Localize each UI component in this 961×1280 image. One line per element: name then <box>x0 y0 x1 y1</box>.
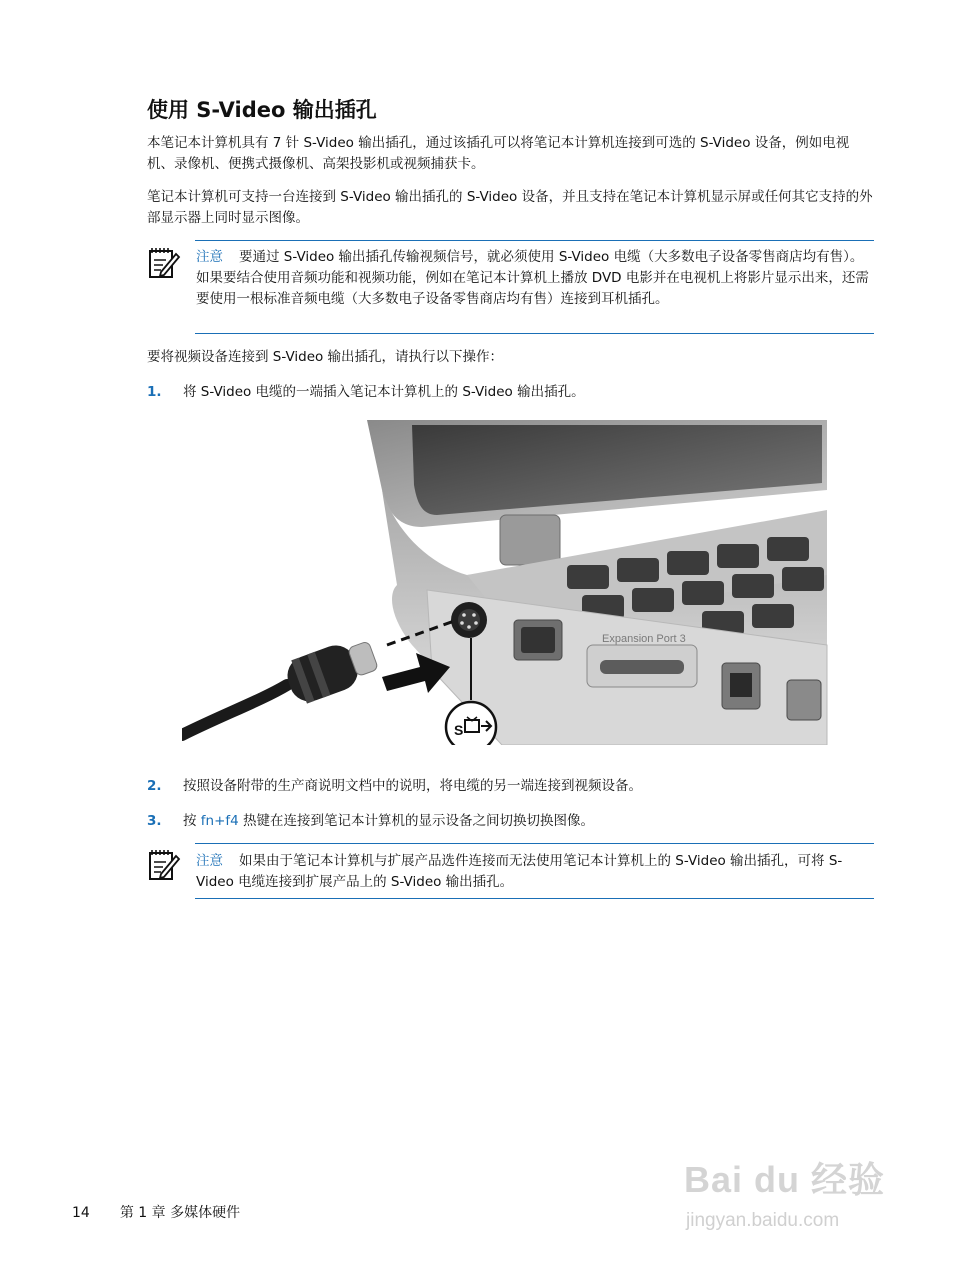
callout-letter: S <box>454 722 464 738</box>
hotkey: fn+f4 <box>200 813 239 829</box>
note-pencil-icon <box>147 245 181 279</box>
page-title: 使用 S-Video 输出插孔 <box>147 98 377 122</box>
note-top-rule <box>195 240 874 241</box>
note-2-text: 如果由于笔记本计算机与扩展产品选件连接而无法使用笔记本计算机上的 S-Video 输出插孔，可将 S-Video 电缆连接到扩展产品上的 S-Video 输出插孔。 <box>196 853 843 890</box>
step-text: 按照设备附带的生产商说明文档中的说明，将电缆的另一端连接到视频设备。 <box>183 778 642 794</box>
note-1-label: 注意 <box>196 249 223 265</box>
watermark-logo: Bai du 经验 <box>684 1159 886 1200</box>
baidu-watermark <box>684 1152 914 1242</box>
step-text-pre: 按 <box>183 813 201 829</box>
note-pencil-icon <box>147 847 181 881</box>
step-number: 1. <box>147 384 162 400</box>
step-1 <box>147 382 875 403</box>
note-box-1 <box>147 240 874 334</box>
step-number: 2. <box>147 778 162 794</box>
note-top-rule <box>195 843 874 844</box>
step-3 <box>147 811 875 832</box>
page-footer <box>72 1202 240 1222</box>
note-bottom-rule <box>195 333 874 334</box>
step-number: 3. <box>147 813 162 829</box>
intro-paragraph: 本笔记本计算机具有 7 针 S-Video 输出插孔，通过该插孔可以将笔记本计算机连接到可选的 S-Video 设备，例如电视机、录像机、便携式摄像机、高架投影机或视频捕获卡。 <box>147 135 850 172</box>
procedure-intro: 要将视频设备连接到 S-Video 输出插孔，请执行以下操作： <box>147 349 504 365</box>
note-1-body <box>196 247 874 310</box>
expansion-port-label: Expansion Port 3 <box>602 633 686 645</box>
note-bottom-rule <box>195 898 874 899</box>
note-1-text: 要通过 S-Video 输出插孔传输视频信号，就必须使用 S-Video 电缆（大多数电子设备零售商店均有售）。如果要结合使用音频功能和视频功能，例如在笔记本计算机上播放 DVD 电影并在电视机上将影片显示出来，还需要使用一根标准音频电缆（大多数电子设备零售商店均有售）连接到耳机插孔。 <box>196 249 869 307</box>
step-text-post: 热键在连接到笔记本计算机的显示设备之间切换切换图像。 <box>238 813 595 829</box>
support-paragraph: 笔记本计算机可支持一台连接到 S-Video 输出插孔的 S-Video 设备，并且支持在笔记本计算机显示屏或任何其它支持的外部显示器上同时显示图像。 <box>147 189 873 226</box>
note-2-body <box>196 851 874 893</box>
watermark-url: jingyan.baidu.com <box>686 1210 840 1231</box>
note-2-label: 注意 <box>196 853 223 869</box>
svideo-connection-illustration <box>182 415 829 745</box>
step-2 <box>147 776 875 797</box>
note-box-2 <box>147 843 874 899</box>
page-number: 14 <box>72 1205 90 1221</box>
chapter-title: 第 1 章 多媒体硬件 <box>119 1205 241 1221</box>
step-text: 将 S-Video 电缆的一端插入笔记本计算机上的 S-Video 输出插孔。 <box>183 384 585 400</box>
